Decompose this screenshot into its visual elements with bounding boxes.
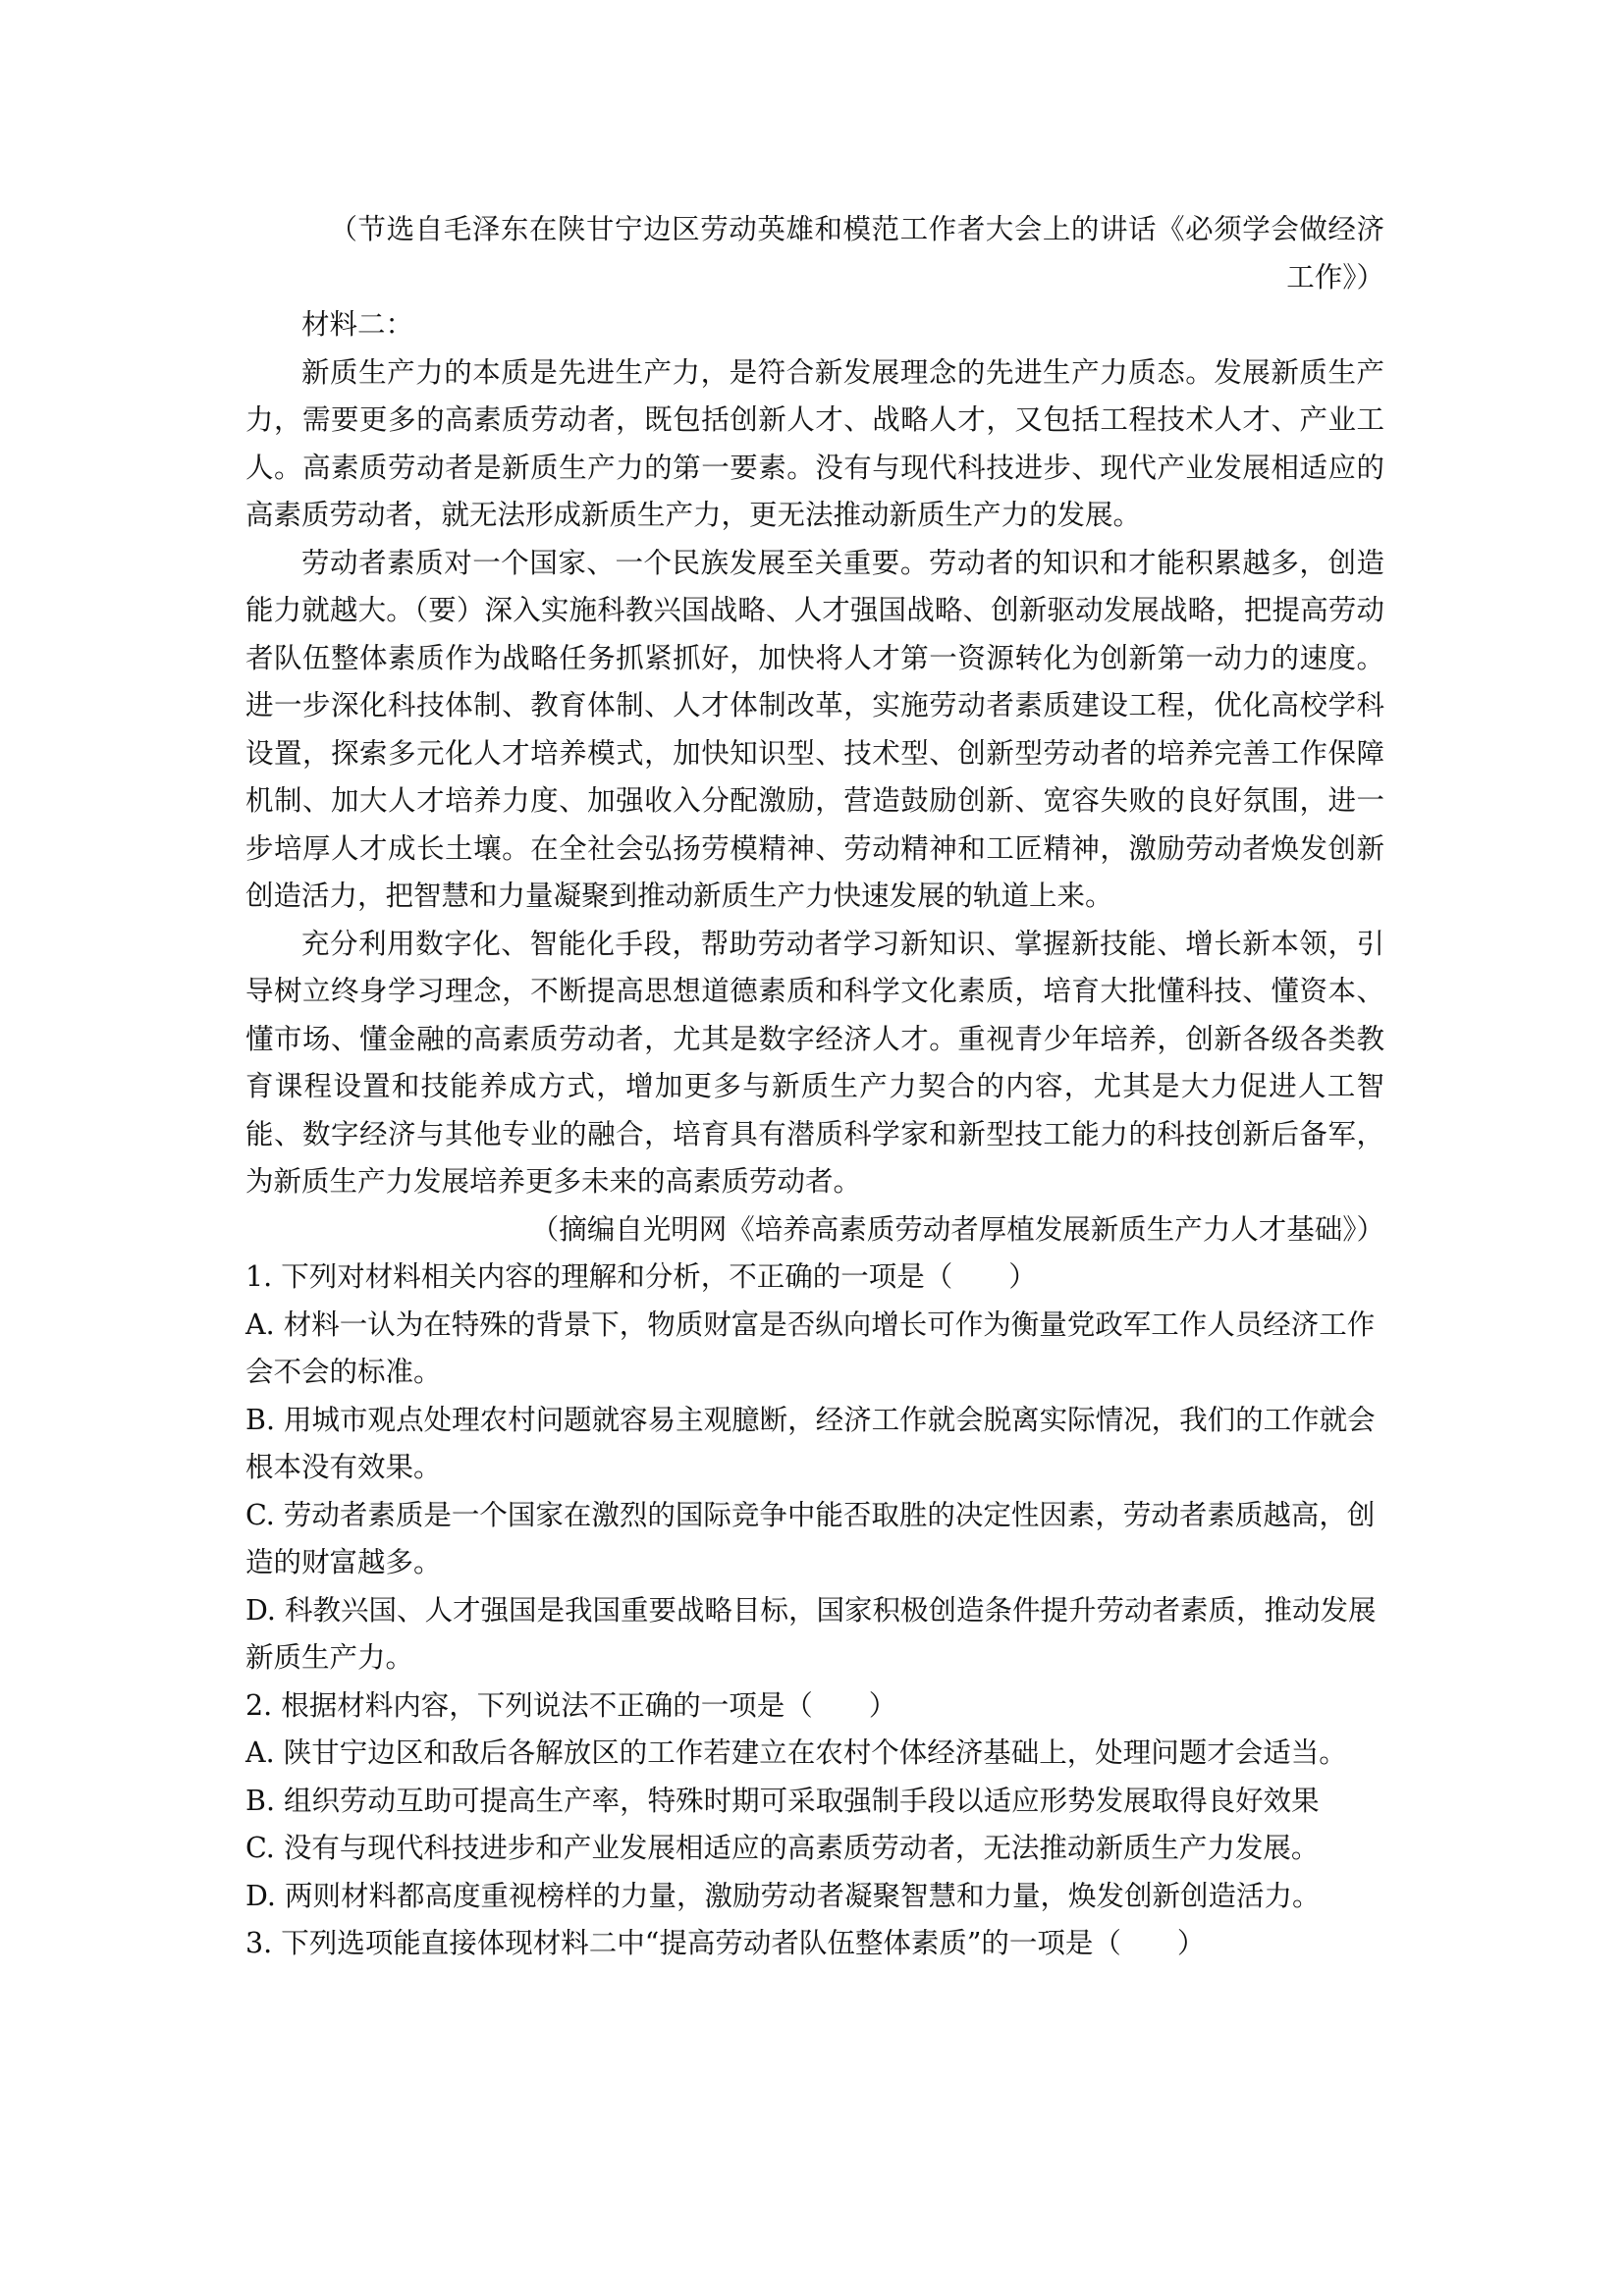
question-1-option-b: B. 用城市观点处理农村问题就容易主观臆断，经济工作就会脱离实际情况，我们的工作就会根本没有效果。	[245, 1403, 1376, 1483]
question-1-stem: 1. 下列对材料相关内容的理解和分析，不正确的一项是（ ）	[245, 1260, 1037, 1293]
material2-source: （摘编自光明网《培养高素质劳动者厚植发展新质生产力人才基础》）	[530, 1212, 1384, 1246]
question-2-option-b: B. 组织劳动互助可提高生产率，特殊时期可采取强制手段以适应形势发展取得良好效果	[245, 1784, 1320, 1817]
material2-paragraph-1: 新质生产力的本质是先进生产力，是符合新发展理念的先进生产力质态。发展新质生产力，需要更多的高素质劳动者，既包括创新人才、战略人才，又包括工程技术人才、产业工人。高素质劳动者是新质生产力的第一要素。没有与现代科技进步、现代产业发展相适应的高素质劳动者，就无法形成新质生产力，更无法推动新质生产力的发展。	[245, 355, 1384, 531]
question-1-option-c: C. 劳动者素质是一个国家在激烈的国际竞争中能否取胜的决定性因素，劳动者素质越高，创造的财富越多。	[245, 1498, 1376, 1578]
material2-paragraph-3: 充分利用数字化、智能化手段，帮助劳动者学习新知识、掌握新技能、增长新本领，引导树立终身学习理念，不断提高思想道德素质和科学文化素质，培育大批懂科技、懂资本、懂市场、懂金融的高素质劳动者，尤其是数字经济人才。重视青少年培养，创新各级各类教育课程设置和技能养成方式，增加更多与新质生产力契合的内容，尤其是大力促进人工智能、数字经济与其他专业的融合，培育具有潜质科学家和新型技工能力的科技创新后备军，为新质生产力发展培养更多未来的高素质劳动者。	[245, 927, 1384, 1198]
question-1-option-a: A. 材料一认为在特殊的背景下，物质财富是否纵向增长可作为衡量党政军工作人员经济工作会不会的标准。	[245, 1308, 1376, 1388]
question-3	[245, 1920, 1384, 1968]
question-2-stem: 2. 根据材料内容，下列说法不正确的一项是（ ）	[245, 1688, 897, 1722]
question-1-option-d: D. 科教兴国、人才强国是我国重要战略目标，国家积极创造条件提升劳动者素质，推动发展新质生产力。	[245, 1593, 1377, 1674]
question-2-option-d: D. 两则材料都高度重视榜样的力量，激励劳动者凝聚智慧和力量，焕发创新创造活力。	[245, 1879, 1321, 1912]
question-2	[245, 1682, 1384, 1921]
material2-paragraph-2: 劳动者素质对一个国家、一个民族发展至关重要。劳动者的知识和才能积累越多，创造能力就越大。（要）深入实施科教兴国战略、人才强国战略、创新驱动发展战略，把提高劳动者队伍整体素质作为战略任务抓紧抓好，加快将人才第一资源转化为创新第一动力的速度。进一步深化科技体制、教育体制、人才体制改革，实施劳动者素质建设工程，优化高校学科设置，探索多元化人才培养模式，加快知识型、技术型、创新型劳动者的培养完善工作保障机制、加大人才培养力度、加强收入分配激励，营造鼓励创新、宽容失败的良好氛围，进一步培厚人才成长土壤。在全社会弘扬劳模精神、劳动精神和工匠精神，激励劳动者焕发创新创造活力，把智慧和力量凝聚到推动新质生产力快速发展的轨道上来。	[245, 546, 1384, 912]
material1-source: （节选自毛泽东在陕甘宁边区劳动英雄和模范工作者大会上的讲话《必须学会做经济工作》）	[329, 213, 1384, 294]
question-3-stem: 3. 下列选项能直接体现材料二中“提高劳动者队伍整体素质”的一项是（ ）	[245, 1927, 1206, 1959]
document-page	[245, 206, 1384, 1968]
material2-heading: 材料二：	[301, 308, 414, 341]
question-2-option-a: A. 陕甘宁边区和敌后各解放区的工作若建立在农村个体经济基础上，处理问题才会适当。	[245, 1736, 1347, 1769]
question-2-option-c: C. 没有与现代科技进步和产业发展相适应的高素质劳动者，无法推动新质生产力发展。	[245, 1832, 1320, 1864]
question-1	[245, 1254, 1384, 1682]
